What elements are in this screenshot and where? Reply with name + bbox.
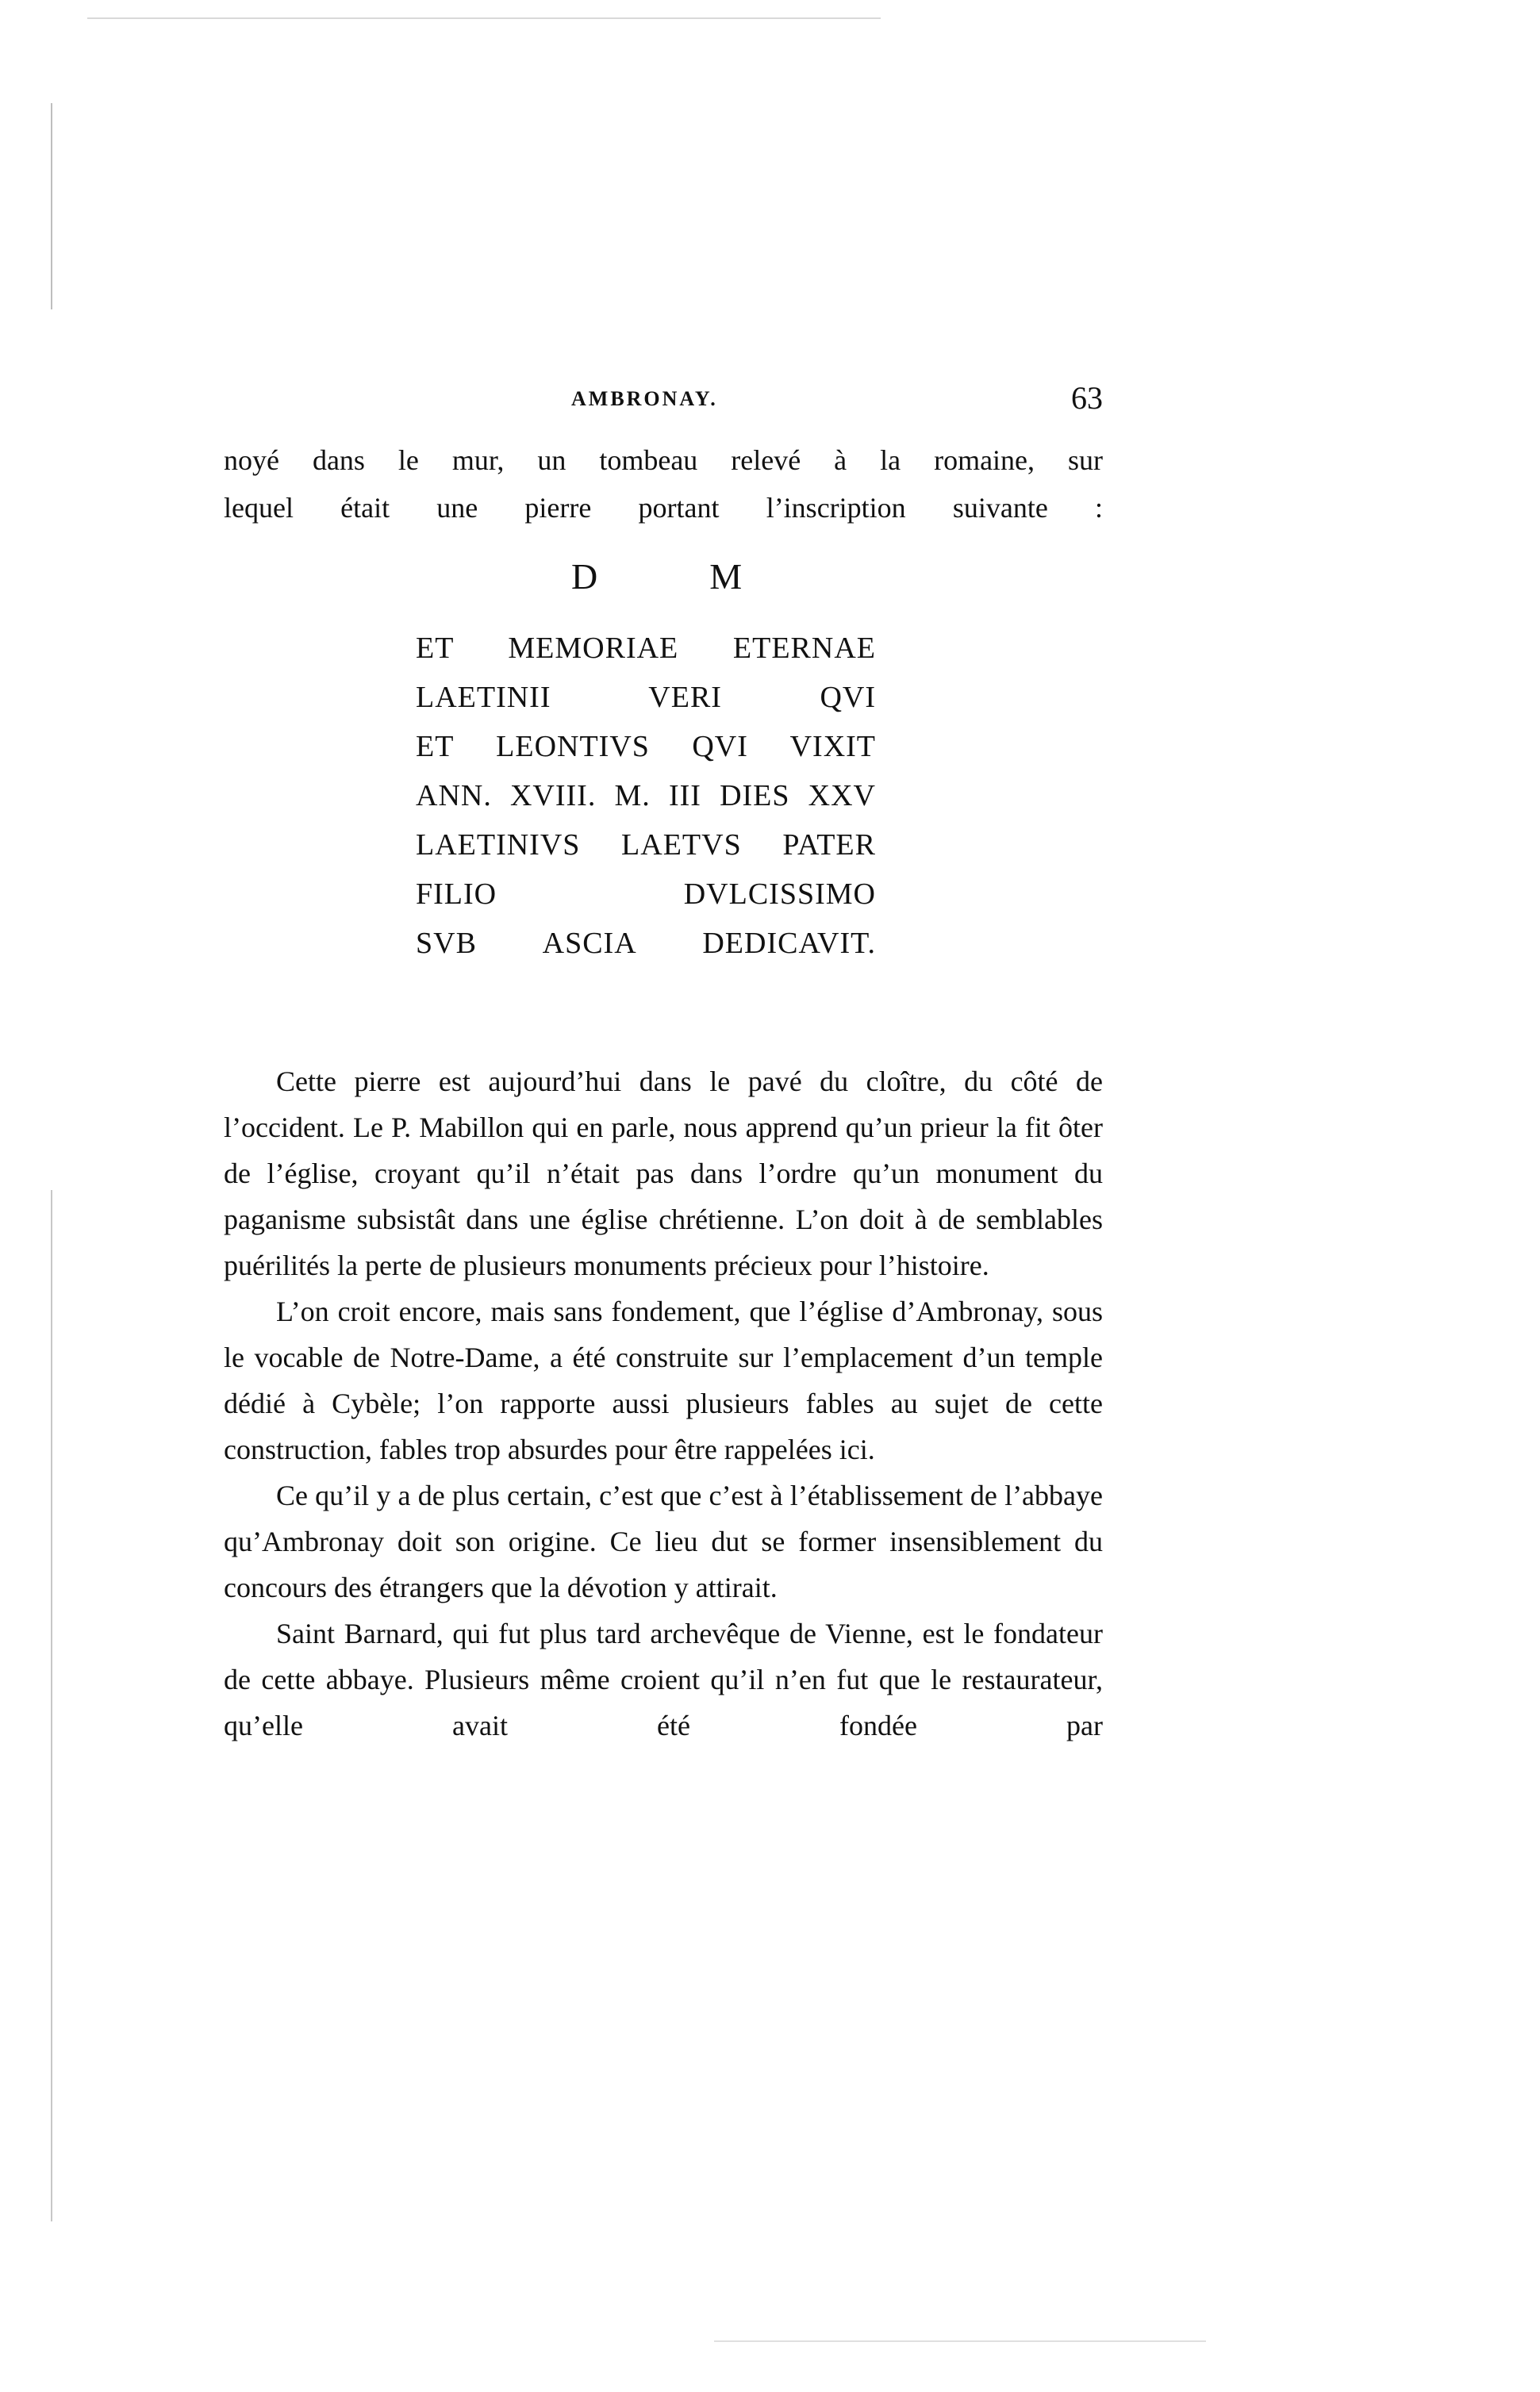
paragraph: Saint Barnard, qui fut plus tard archevêque de Vienne, est le fondateur de cette abbaye. Plusieurs même croient qu’il n’en fut que le restaurateur, qu’elle avait été fondée par — [224, 1618, 1103, 1741]
running-title: AMBRONAY. — [571, 387, 718, 410]
paragraph: Cette pierre est aujourd’hui dans le pavé du cloître, du côté de l’occident. Le P. Mabillon qui en parle, nous apprend qu’un prieur la fit ôter de l’église, croyant qu’il n’était pas dans l’ordre qu’un monument du paganisme subsistât dans une église chrétienne. L’on doit à de semblables puérilités la perte de plusieurs monuments précieux pour l’histoire. — [224, 1065, 1103, 1281]
inscription-line: ANN. XVIII. M. III DIES XXV — [416, 779, 876, 812]
inscription-d: D — [571, 556, 599, 597]
intro-text — [224, 436, 1103, 532]
left-margin-artifact — [51, 103, 52, 309]
inscription-line: ET LEONTIVS QVI VIXIT — [416, 730, 876, 763]
running-head — [222, 380, 1103, 427]
inscription-m: M — [709, 556, 743, 597]
inscription-line: SVB ASCIA DEDICAVIT. — [416, 927, 876, 960]
inscription-line: FILIO DVLCISSIMO — [416, 877, 876, 911]
page-number: 63 — [1071, 380, 1103, 416]
inscription-line: ET MEMORIAE ETERNAE — [416, 632, 876, 665]
inscription-dm — [416, 555, 876, 611]
inscription-line: LAETINIVS LAETVS PATER — [416, 828, 876, 862]
intro-line-1: noyé dans le mur, un tombeau relevé à la romaine, sur — [224, 444, 1103, 476]
paragraph: L’on croit encore, mais sans fondement, que l’église d’Ambronay, sous le vocable de Notre-Dame, a été construite sur l’emplacement d’un temple dédié à Cybèle; l’on rapporte aussi plusieurs fables au sujet de cette construction, fables trop absurdes pour être rappelées ici. — [224, 1296, 1103, 1465]
bottom-edge-artifact — [714, 2340, 1206, 2342]
body-text — [224, 1058, 1103, 1749]
latin-inscription — [416, 555, 876, 968]
left-margin-artifact — [51, 1190, 52, 2221]
inscription-line: LAETINII VERI QVI — [416, 681, 876, 714]
top-edge-artifact — [87, 17, 881, 19]
paragraph: Ce qu’il y a de plus certain, c’est que c’est à l’établissement de l’abbaye qu’Ambronay doit son origine. Ce lieu dut se former insensiblement du concours des étrangers que la dévotion y attirait. — [224, 1480, 1103, 1603]
intro-line-2: lequel était une pierre portant l’inscription suivante : — [224, 492, 1103, 524]
